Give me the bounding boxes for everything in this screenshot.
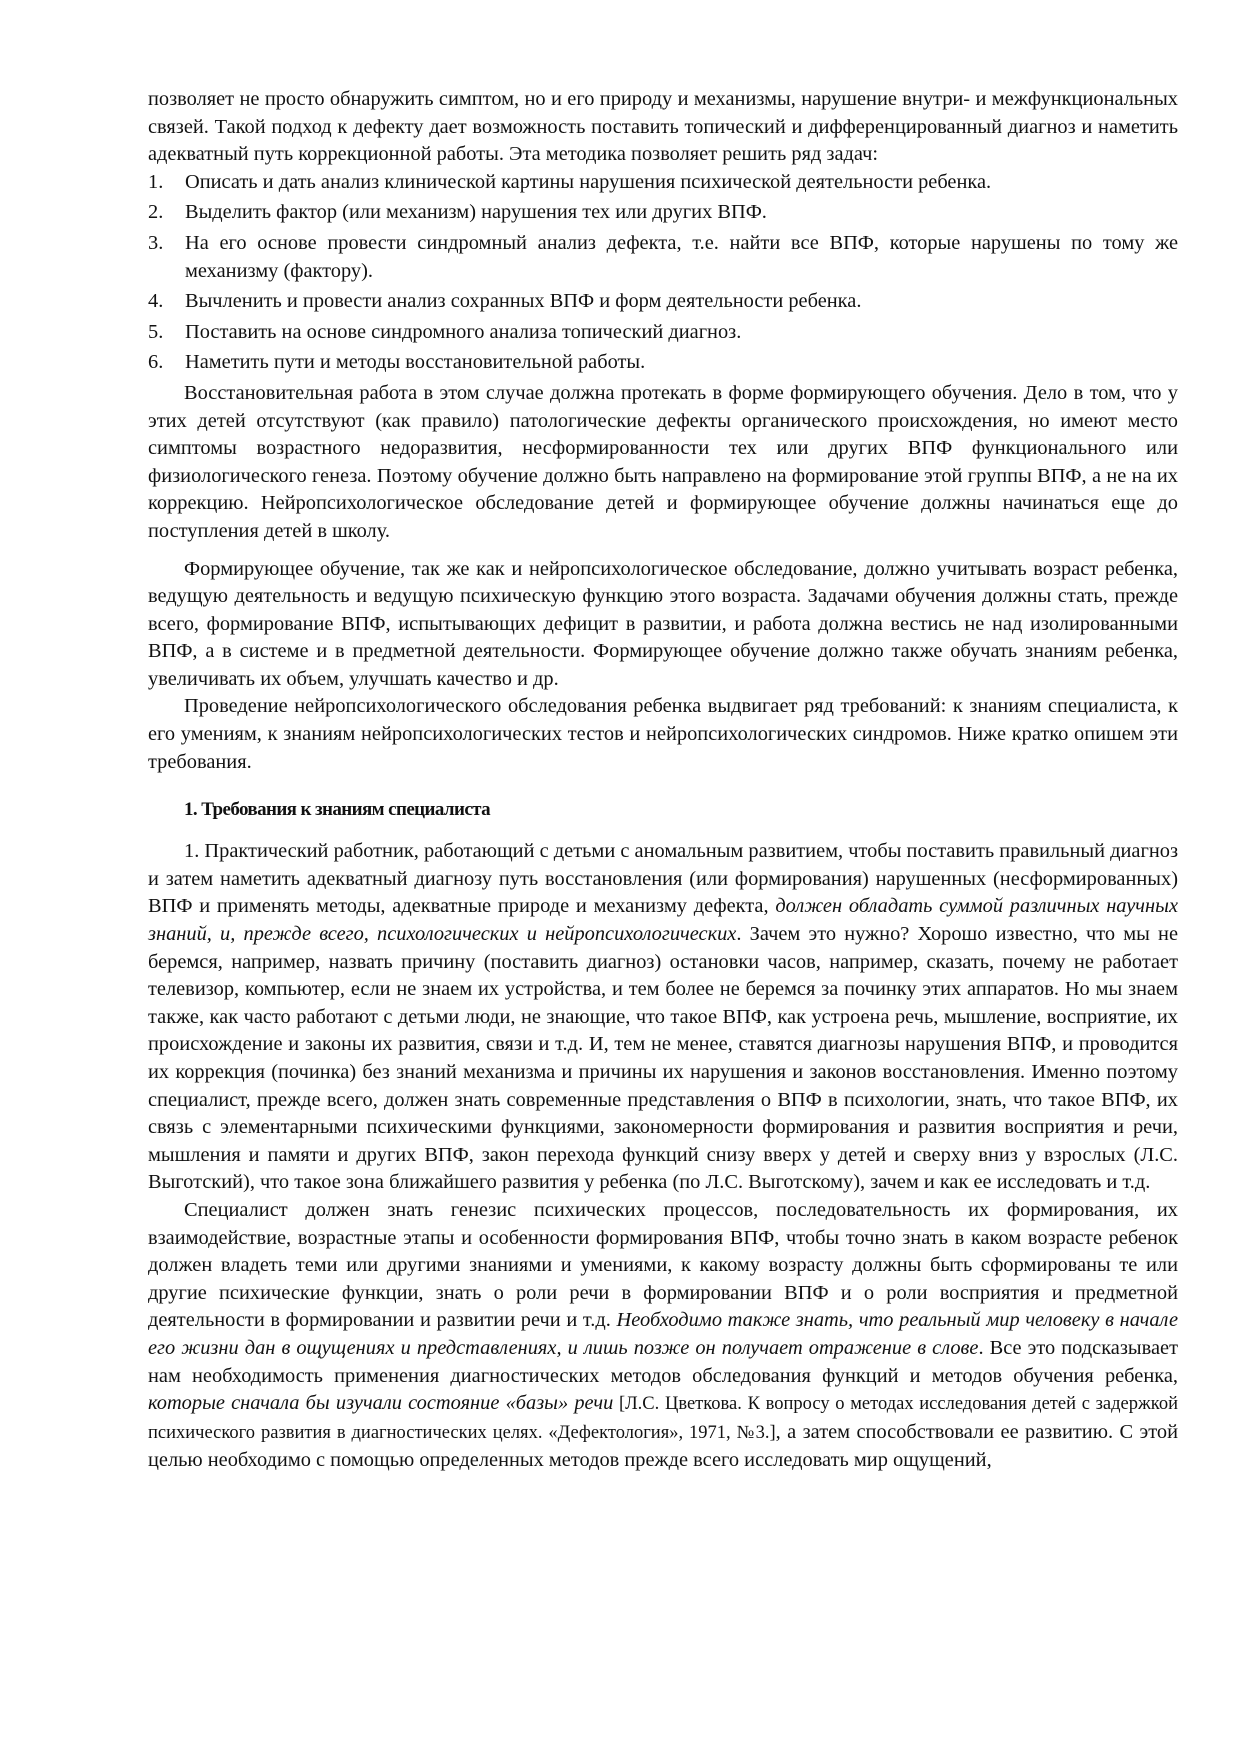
italic-emphasis: должен обладать суммой различных научных знаний, и, прежде всего, психологических и нейропсихологических	[148, 895, 1178, 946]
text-run: Специалист должен знать генезис психических процессов, последовательность их формирования, их взаимодействие, возрастные этапы и особенности формирования ВПФ, чтобы точно знать в каком возрасте ребенок должен владеть теми или другими знаниями и умениями, к какому возрасту должны быть сформированы те или другие психические функции, знать о роли речи в формировании ВПФ и о роли восприятия и предметной деятельности в формировании и развитии речи и т.д.	[148, 1198, 1178, 1332]
paragraph-specialist	[148, 1197, 1178, 1475]
text-run: , а затем способствовали ее развитию. С этой целью необходимо с помощью определенных методов прежде всего исследовать мир ощущений,	[148, 1420, 1178, 1472]
list-number: 2.	[148, 201, 164, 224]
tasks-list	[148, 169, 1178, 377]
list-text: Вычленить и провести анализ сохранных ВПФ и форм деятельности ребенка.	[185, 290, 862, 313]
citation: [Л.С. Цветкова. К вопросу о методах исследования детей с задержкой психического развития в диагностических целях. «Дефектология», 1971, №3.]	[148, 1394, 1178, 1443]
text-run: . Все это подсказывает нам необходимость применения диагностических методов обследования функций и методов обучения ребенка,	[148, 1336, 1178, 1387]
list-number: 3.	[148, 231, 164, 254]
list-number: 5.	[148, 320, 164, 343]
list-item	[148, 288, 1178, 316]
intro-paragraph: позволяет не просто обнаружить симптом, но и его природу и механизмы, нарушение внутри- и межфункциональных связей. Такой подход к дефекту дает возможность поставить топический и дифференцированный диагноз и наметить адекватный путь коррекционной работы. Эта методика позволяет решить ряд задач:	[148, 88, 1178, 166]
text-run: 1. Практический работник, работающий с детьми с аномальным развитием, чтобы поставить правильный диагноз и затем наметить адекватный диагнозу путь восстановления (или формирования) нарушенных (несформированных) ВПФ и применять методы, адекватные природе и механизму дефекта,	[148, 840, 1178, 918]
list-text: Поставить на основе синдромного анализа топический диагноз.	[185, 320, 742, 343]
list-text: Выделить фактор (или механизм) нарушения тех или других ВПФ.	[185, 201, 767, 224]
list-item	[148, 230, 1178, 285]
list-number: 6.	[148, 351, 164, 374]
italic-emphasis: которые сначала бы изучали состояние «базы» речи	[148, 1392, 614, 1415]
list-text: На его основе провести синдромный анализ дефекта, т.е. найти все ВПФ, которые нарушены по тому же механизму (фактору).	[185, 231, 1178, 282]
list-text: Наметить пути и методы восстановительной работы.	[185, 351, 646, 374]
list-item	[148, 199, 1178, 227]
text-run: . Зачем это нужно? Хорошо известно, что мы не беремся, например, назвать причину (поставить диагноз) остановки часов, например, сказать, почему не работает телевизор, компьютер, если не знаем их устройства, и тем более не беремся за починку этих аппаратов. Но мы знаем также, как часто работают с детьми люди, не знающие, что такое ВПФ, как устроена речь, мышление, восприятие, их происхождение и законы их развития, связи и т.д. И, тем не менее, ставятся диагнозы нарушения ВПФ, и проводится их коррекция (починка) без знаний механизма и причины их нарушения и законов восстановления. Именно поэтому специалист, прежде всего, должен знать современные представления о ВПФ в психологии, знать, что такое ВПФ, их связь с элементарными психическими функциями, закономерности формирования и развития восприятия и речи, мышления и памяти и других ВПФ, закон перехода функций снизу вверх у детей и сверху вниз у взрослых (Л.С. Выготский), что такое зона ближайшего развития у ребенка (по Л.С. Выготскому), зачем и как ее исследовать и т.д.	[148, 923, 1178, 1194]
list-item	[148, 319, 1178, 347]
list-number: 4.	[148, 290, 164, 313]
document-page	[148, 86, 1178, 1475]
paragraph-forming: Формирующее обучение, так же как и нейропсихологическое обследование, должно учитывать возраст ребенка, ведущую деятельность и ведущую психическую функцию этого возраста. Задачами обучения должны стать, прежде всего, формирование ВПФ, испытывающих дефицит в развитии, и работа должна вестись не над изолированными ВПФ, а в системе и в предметной деятельности. Формирующее обучение должно также обучать знаниям ребенка, увеличивать их объем, улучшать качество и др.	[148, 557, 1178, 690]
section-heading: 1. Требования к знаниям специалиста	[184, 799, 491, 821]
italic-emphasis: Необходимо также знать, что реальный мир человеку в начале его жизни дан в ощущениях и представлениях, и лишь позже он получает отражение в слове	[148, 1309, 1178, 1359]
list-text: Описать и дать анализ клинической картины нарушения психической деятельности ребенка.	[185, 170, 992, 193]
paragraph-requirements: Проведение нейропсихологического обследования ребенка выдвигает ряд требований: к знаниям специалиста, к его умениям, к знаниям нейропсихологических тестов и нейропсихологических синдромов. Ниже кратко опишем эти требования.	[148, 695, 1178, 773]
paragraph-practical	[148, 838, 1178, 1197]
list-number: 1.	[148, 170, 164, 193]
list-item	[148, 169, 1178, 197]
paragraph-restoration: Восстановительная работа в этом случае должна протекать в форме формирующего обучения. Дело в том, что у этих детей отсутствуют (как правило) патологические дефекты органического происхождения, но имеют место симптомы возрастного недоразвития, несформированности тех или других ВПФ функционального или физиологического генеза. Поэтому обучение должно быть направлено на формирование этой группы ВПФ, а не на их коррекцию. Нейропсихологическое обследование детей и формирующее обучение должны начинаться еще до поступления детей в школу.	[148, 381, 1178, 542]
list-item	[148, 349, 1178, 377]
